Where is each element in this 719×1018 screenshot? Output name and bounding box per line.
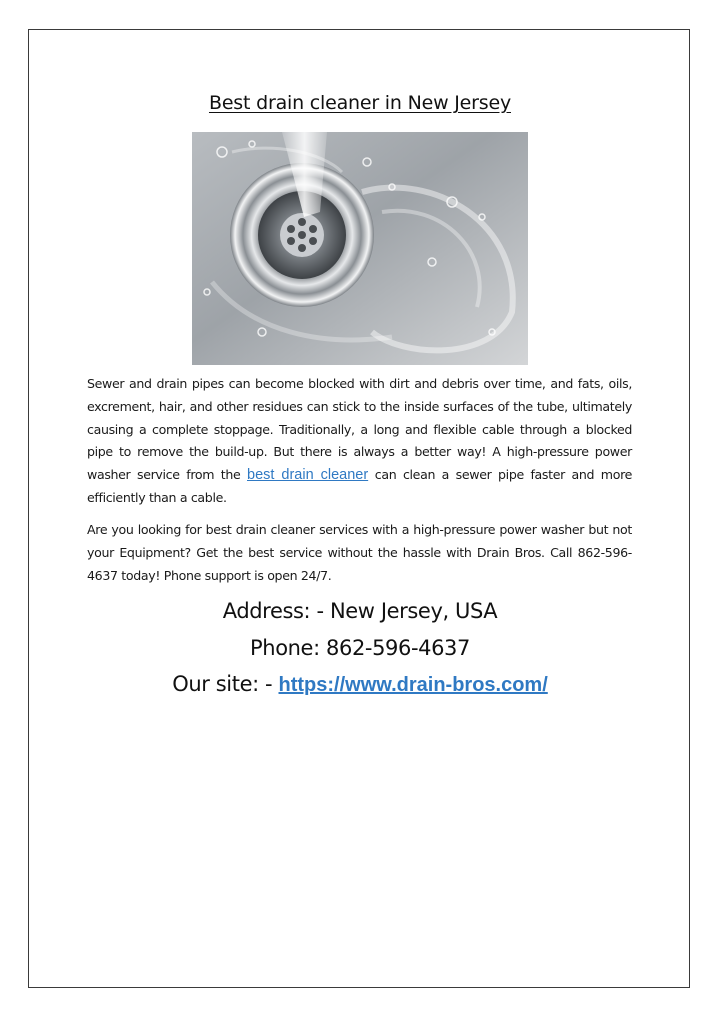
- phone-line: Phone: 862-596-4637: [250, 636, 470, 660]
- paragraph-intro-text-end: can clean a sewer pipe faster and more efficiently than a cable.: [87, 467, 633, 505]
- document-page: [28, 29, 690, 988]
- drain-photo: [192, 132, 528, 365]
- best-drain-cleaner-link[interactable]: best drain cleaner: [247, 467, 369, 484]
- paragraph-intro: [87, 373, 632, 510]
- paragraph-services: Are you looking for best drain cleaner services with a high-pressure power washer but not your Equipment? Get the best service without the hassle with Drain Bros. Call 862-596-4637 today! Phone support is open 24/7.: [87, 522, 632, 583]
- site-label: Our site: -: [172, 672, 279, 696]
- site-link[interactable]: https://www.drain-bros.com/: [278, 674, 548, 696]
- page-title: Best drain cleaner in New Jersey: [208, 92, 511, 114]
- address-line: Address: - New Jersey, USA: [222, 599, 498, 623]
- paragraph-intro-text: Sewer and drain pipes can become blocked with dirt and debris over time, and fats, oils, excrement, hair, and other residues can stick to the inside surfaces of the tube, ultimately causing a complete stoppage. Traditionally, a long and flexible cable through a blocked pipe to remove the build-up. But there is always a better way! A high-pressure power washer service from the: [87, 376, 632, 483]
- site-line: [29, 672, 691, 697]
